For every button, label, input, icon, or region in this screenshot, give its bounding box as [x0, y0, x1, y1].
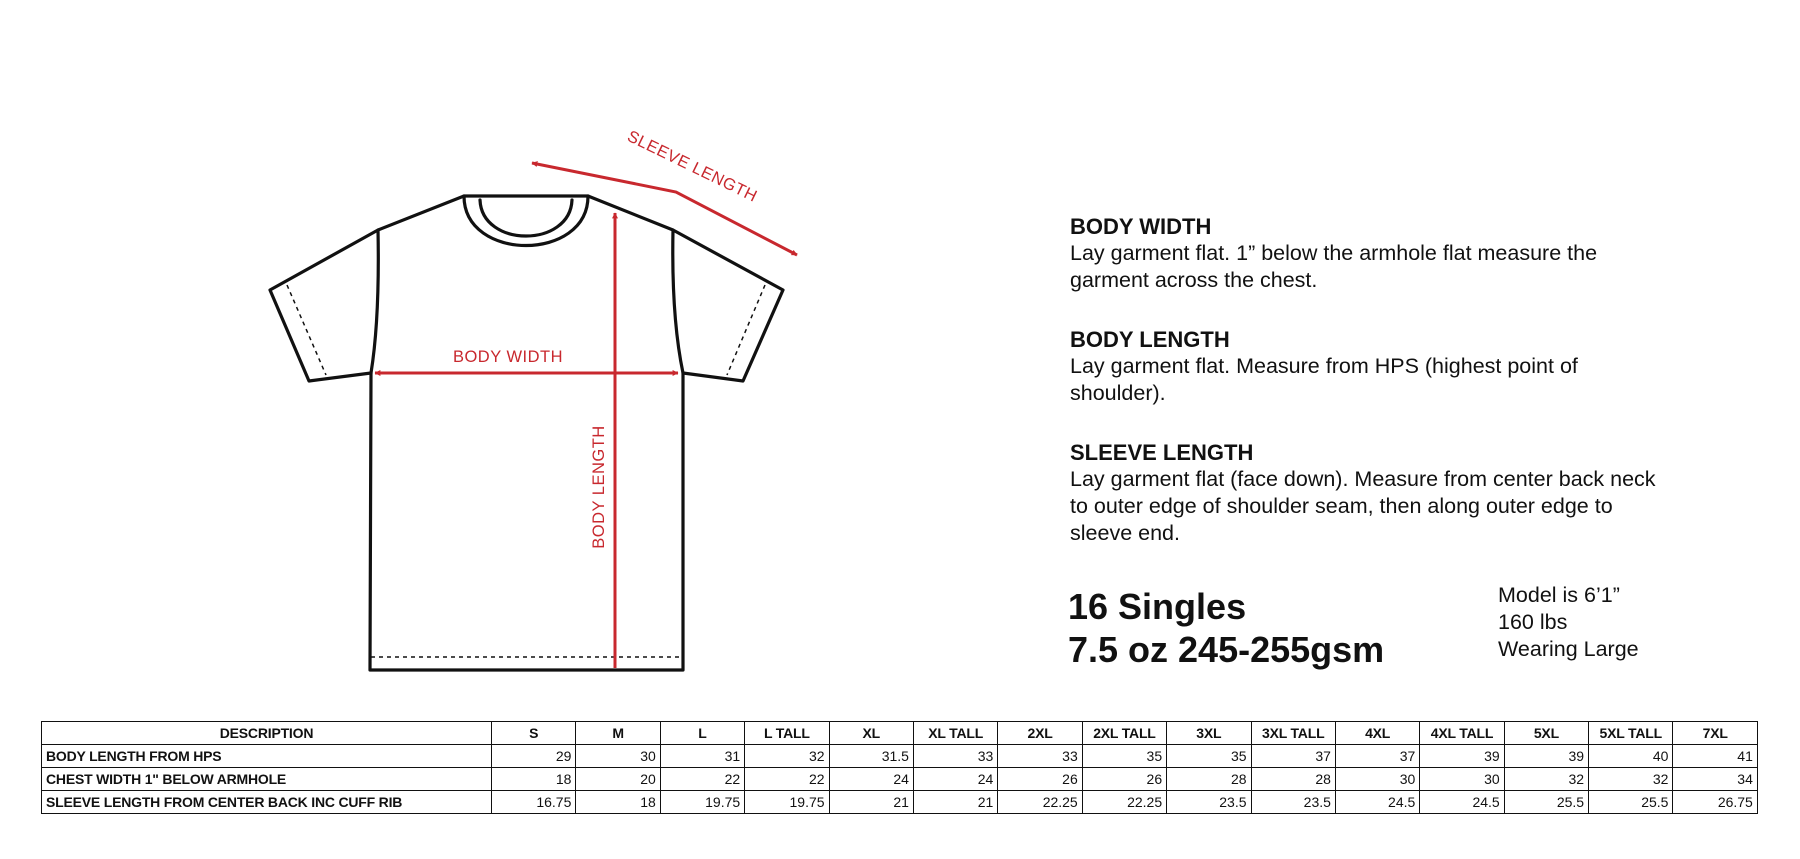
- table-cell: 20: [576, 768, 660, 791]
- header-size: 4XL TALL: [1420, 722, 1504, 745]
- table-cell: 35: [1167, 745, 1251, 768]
- body-length-label: BODY LENGTH: [590, 425, 608, 549]
- header-size: S: [492, 722, 576, 745]
- table-cell: 24.5: [1335, 791, 1419, 814]
- body-width-label: BODY WIDTH: [452, 348, 564, 366]
- table-cell: 33: [998, 745, 1082, 768]
- table-cell: 24: [913, 768, 997, 791]
- header-size: XL: [829, 722, 913, 745]
- table-cell: 32: [1504, 768, 1588, 791]
- table-cell: 39: [1504, 745, 1588, 768]
- instruction-text: Lay garment flat. Measure from HPS (highest point of shoulder).: [1070, 354, 1578, 405]
- table-cell: 25.5: [1504, 791, 1588, 814]
- header-size: XL TALL: [913, 722, 997, 745]
- table-cell: 40: [1589, 745, 1673, 768]
- header-size: 5XL TALL: [1589, 722, 1673, 745]
- table-cell: 22: [660, 768, 744, 791]
- table-cell: 22.25: [1082, 791, 1166, 814]
- table-cell: 22.25: [998, 791, 1082, 814]
- table-cell: 35: [1082, 745, 1166, 768]
- size-chart-table: [41, 721, 1758, 814]
- instruction-title: SLEEVE LENGTH: [1070, 440, 1254, 465]
- table-cell: 24.5: [1420, 791, 1504, 814]
- body-width-instruction: [1070, 213, 1660, 294]
- row-label: CHEST WIDTH 1" BELOW ARMHOLE: [42, 768, 492, 791]
- table-cell: 31: [660, 745, 744, 768]
- model-info: [1498, 582, 1639, 663]
- table-cell: 23.5: [1251, 791, 1335, 814]
- model-wearing: Wearing Large: [1498, 637, 1639, 661]
- table-cell: 37: [1335, 745, 1419, 768]
- table-cell: 16.75: [492, 791, 576, 814]
- sleeve-length-label: SLEEVE LENGTH: [624, 127, 761, 206]
- table-cell: 33: [913, 745, 997, 768]
- table-cell: 39: [1420, 745, 1504, 768]
- sleeve-length-instruction: [1070, 439, 1660, 547]
- table-cell: 26.75: [1673, 791, 1757, 814]
- table-cell: 19.75: [660, 791, 744, 814]
- table-cell: 34: [1673, 768, 1757, 791]
- instruction-text: Lay garment flat (face down). Measure from center back neck to outer edge of shoulder seam, then along outer edge to sleeve end.: [1070, 467, 1656, 545]
- table-cell: 32: [1589, 768, 1673, 791]
- instruction-title: BODY LENGTH: [1070, 327, 1230, 352]
- body-length-instruction: [1070, 326, 1660, 407]
- table-cell: 26: [1082, 768, 1166, 791]
- header-description: DESCRIPTION: [42, 722, 492, 745]
- table-cell: 21: [829, 791, 913, 814]
- table-cell: 28: [1251, 768, 1335, 791]
- table-row: [42, 768, 1758, 791]
- measurement-instructions: [1070, 213, 1660, 579]
- tshirt-outline: [270, 196, 783, 670]
- fabric-spec: [1068, 585, 1384, 671]
- table-cell: 28: [1167, 768, 1251, 791]
- instruction-title: BODY WIDTH: [1070, 214, 1212, 239]
- header-size: L: [660, 722, 744, 745]
- table-cell: 32: [745, 745, 829, 768]
- header-size: 2XL: [998, 722, 1082, 745]
- table-cell: 41: [1673, 745, 1757, 768]
- header-size: 2XL TALL: [1082, 722, 1166, 745]
- table-cell: 24: [829, 768, 913, 791]
- table-cell: 23.5: [1167, 791, 1251, 814]
- table-cell: 22: [745, 768, 829, 791]
- table-cell: 18: [576, 791, 660, 814]
- table-cell: 37: [1251, 745, 1335, 768]
- fabric-singles: 16 Singles: [1068, 586, 1247, 627]
- header-size: L TALL: [745, 722, 829, 745]
- size-header-row: [42, 722, 1758, 745]
- table-cell: 26: [998, 768, 1082, 791]
- table-cell: 31.5: [829, 745, 913, 768]
- model-height: Model is 6’1”: [1498, 583, 1620, 607]
- header-size: 4XL: [1335, 722, 1419, 745]
- table-cell: 30: [1335, 768, 1419, 791]
- row-label: SLEEVE LENGTH FROM CENTER BACK INC CUFF RIB: [42, 791, 492, 814]
- table-cell: 29: [492, 745, 576, 768]
- model-weight: 160 lbs: [1498, 610, 1568, 634]
- table-cell: 21: [913, 791, 997, 814]
- table-cell: 18: [492, 768, 576, 791]
- header-size: 3XL: [1167, 722, 1251, 745]
- table-row: [42, 791, 1758, 814]
- fabric-weight: 7.5 oz 245-255gsm: [1068, 629, 1385, 670]
- table-cell: 19.75: [745, 791, 829, 814]
- table-cell: 30: [1420, 768, 1504, 791]
- table-cell: 25.5: [1589, 791, 1673, 814]
- instruction-text: Lay garment flat. 1” below the armhole flat measure the garment across the chest.: [1070, 241, 1598, 292]
- header-size: 7XL: [1673, 722, 1757, 745]
- header-size: M: [576, 722, 660, 745]
- header-size: 3XL TALL: [1251, 722, 1335, 745]
- row-label: BODY LENGTH FROM HPS: [42, 745, 492, 768]
- tshirt-measurement-diagram: [0, 0, 1000, 700]
- table-cell: 30: [576, 745, 660, 768]
- table-row: [42, 745, 1758, 768]
- header-size: 5XL: [1504, 722, 1588, 745]
